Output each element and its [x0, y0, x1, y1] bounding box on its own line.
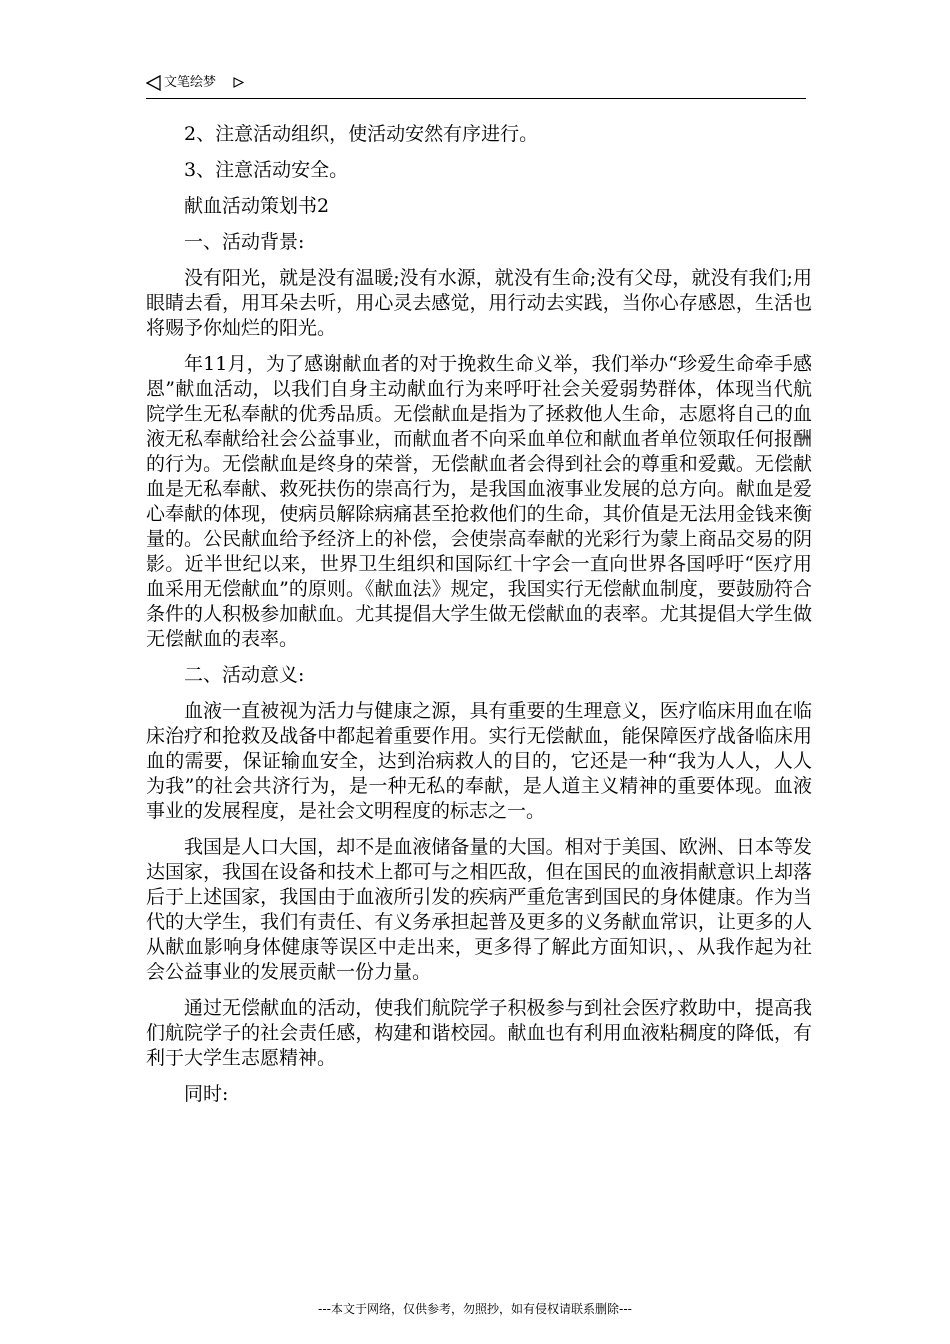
- paragraph-significance-2: 我国是人口大国，却不是血液储备量的大国。相对于美国、欧洲、日本等发达国家，我国在设备和技术上都可与之相匹敌，但在国民的血液捐献意识上却落后于上述国家，我国由于血液所引发的疾病严重危害到国民的身体健康。作为当代的大学生，我们有责任、有义务承担起普及更多的义务献血常识，让更多的人从献血影响身体健康等误区中走出来，更多得了解此方面知识，、从我作起为社会公益事业的发展贡献一份力量。: [146, 836, 812, 983]
- header-title: 文笔绘梦: [164, 75, 217, 90]
- left-triangle-icon: [146, 75, 162, 91]
- document-body: [146, 122, 812, 1118]
- heading-significance: 二、活动意义:: [184, 664, 305, 686]
- paragraph-significance-3: 通过无偿献血的活动，使我们航院学子积极参与到社会医疗救助中，提高我们航院学子的社会责任感，构建和谐校园。献血也有利用血液粘稠度的降低，有利于大学生志愿精神。: [146, 997, 812, 1069]
- paragraph-background: 年11月，为了感谢献血者的对于挽救生命义举，我们举办“珍爱生命牵手感恩”献血活动，以我们自身主动献血行为来呼吁社会关爱弱势群体，体现当代航院学生无私奉献的优秀品质。无偿献血是指为了拯救他人生命，志愿将自己的血液无私奉献给社会公益事业，而献血者不向采血单位和献血者单位领取任何报酬的行为。无偿献血是终身的荣誉，无偿献血者会得到社会的尊重和爱戴。无偿献血是无私奉献、救死扶伤的崇高行为，是我国血液事业发展的总方向。献血是爱心奉献的体现，使病员解除病痛甚至抢救他们的生命，其价值是无法用金钱来衡量的。公民献血给予经济上的补偿，会使崇高奉献的光彩行为蒙上商品交易的阴影。近半世纪以来，世界卫生组织和国际红十字会一直向世界各国呼吁“医疗用血采用无偿献血”的原则。《献血法》规定，我国实行无偿献血制度，要鼓励符合条件的人积极参加献血。尤其提倡大学生做无偿献血的表率。尤其提倡大学生做无偿献血的表率。: [146, 353, 812, 650]
- paragraph-item-3: 3、注意活动安全。: [184, 159, 349, 181]
- paragraph-significance-1: 血液一直被视为活力与健康之源，具有重要的生理意义，医疗临床用血在临床治疗和抢救及战备中都起着重要作用。实行无偿献血，能保障医疗战备临床用血的需要，保证输血安全，达到治病救人的目的，它还是一种“我为人人，人人为我”的社会共济行为，是一种无私的奉献，是人道主义精神的重要体现。血液事业的发展程度，是社会文明程度的标志之一。: [146, 700, 812, 822]
- footer-disclaimer: ---本文于网络，仅供参考，勿照抄，如有侵权请联系删除---: [318, 1302, 632, 1316]
- paragraph-item-2: 2、注意活动组织，使活动安然有序进行。: [184, 123, 539, 145]
- section-title: 献血活动策划书2: [184, 195, 330, 217]
- heading-background: 一、活动背景:: [184, 231, 305, 253]
- paragraph-intro: 没有阳光，就是没有温暖;没有水源，就没有生命;没有父母，就没有我们;用眼睛去看，用耳朵去听，用心灵去感觉，用行动去实践，当你心存感恩，生活也将赐予你灿烂的阳光。: [146, 267, 812, 339]
- page-header: [146, 72, 806, 99]
- paragraph-meanwhile: 同时:: [184, 1083, 229, 1105]
- right-triangle-icon: [233, 77, 244, 88]
